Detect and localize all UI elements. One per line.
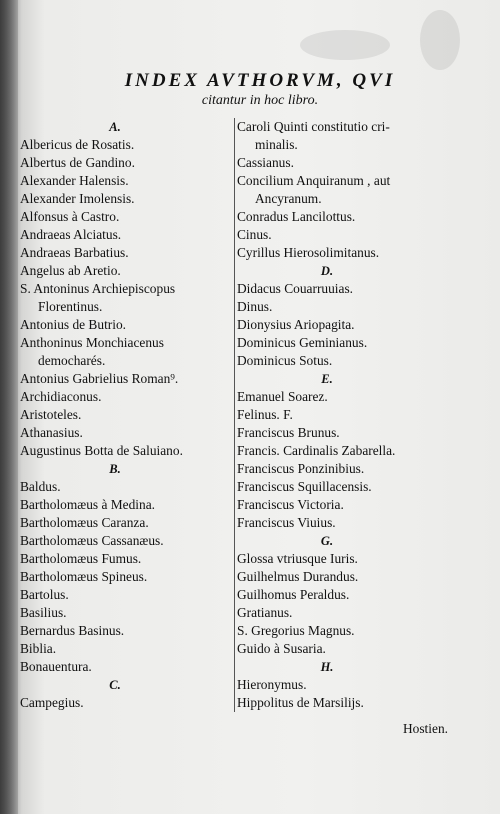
author-entry: Bartholomæus Caranza. xyxy=(20,515,149,530)
author-entry: Gratianus. xyxy=(237,605,293,620)
paper-stain xyxy=(300,30,390,60)
author-entry: Franciscus Brunus. xyxy=(237,425,340,440)
author-entry: Bartholomæus à Medina. xyxy=(20,497,156,512)
author-entry: Alexander Halensis. xyxy=(20,173,129,188)
author-entry: Franciscus Viuius. xyxy=(237,515,336,530)
author-entry-continuation: Florentinus. xyxy=(38,299,103,314)
author-entry: Guilhomus Peraldus. xyxy=(237,587,350,602)
author-entry: Dominicus Geminianus. xyxy=(237,335,368,350)
catchword: Hostien. xyxy=(402,721,448,736)
author-entry: Athanasius. xyxy=(20,425,83,440)
author-entry: Concilium Anquiranum , aut xyxy=(237,173,391,188)
author-entry: Biblia. xyxy=(20,641,57,656)
author-entry-continuation: minalis. xyxy=(255,137,298,152)
section-letter: H. xyxy=(320,660,334,674)
author-entry: Hippolitus de Marsilijs. xyxy=(237,695,364,710)
author-entry: Cyrillus Hierosolimitanus. xyxy=(237,245,380,260)
author-entry: Anthoninus Monchiacenus xyxy=(20,335,164,350)
right-author-column xyxy=(234,118,483,712)
author-entry: Campegius. xyxy=(20,695,84,710)
author-entry: Albericus de Rosatis. xyxy=(20,137,135,152)
author-entry: Guilhelmus Durandus. xyxy=(237,569,359,584)
author-entry: Aristoteles. xyxy=(20,407,82,422)
section-letter: B. xyxy=(109,462,121,476)
index-subtitle: citantur in hoc libro. xyxy=(201,93,319,108)
section-letter: E. xyxy=(321,372,333,386)
author-entry: Didacus Couarruuias. xyxy=(237,281,354,296)
author-entry: Bartolus. xyxy=(20,587,69,602)
author-entry: Basilius. xyxy=(20,605,67,620)
author-entry-continuation: democharés. xyxy=(38,353,106,368)
section-letter: A. xyxy=(109,120,121,134)
author-entry: Franciscus Ponzinibius. xyxy=(237,461,365,476)
section-letter: G. xyxy=(320,534,334,548)
author-entry: Franciscus Squillacensis. xyxy=(237,479,372,494)
author-entry: Hieronymus. xyxy=(237,677,307,692)
author-entry: Baldus. xyxy=(20,479,61,494)
author-entry: S. Gregorius Magnus. xyxy=(237,623,355,638)
author-entry: Bartholomæus Spineus. xyxy=(20,569,148,584)
author-entry: Franciscus Victoria. xyxy=(237,497,344,512)
author-entry: Bonauentura. xyxy=(20,659,92,674)
index-title: INDEX AVTHORVM, QVI xyxy=(124,70,396,91)
author-entry: Dominicus Sotus. xyxy=(237,353,333,368)
author-entry: Felinus. F. xyxy=(237,407,293,422)
binding-gutter xyxy=(0,0,18,814)
author-entry: Cassianus. xyxy=(237,155,294,170)
author-entry: Augustinus Botta de Saluiano. xyxy=(20,443,183,458)
author-entry: Albertus de Gandino. xyxy=(20,155,135,170)
author-entry: Bartholomæus Fumus. xyxy=(20,551,142,566)
author-entry: Archidiaconus. xyxy=(20,389,102,404)
author-entry: Conradus Lancilottus. xyxy=(237,209,356,224)
author-entry: Alfonsus à Castro. xyxy=(20,209,120,224)
paper-stain xyxy=(420,10,460,70)
author-entry: Andraeas Alciatus. xyxy=(20,227,122,242)
author-entry: Angelus ab Aretio. xyxy=(20,263,121,278)
author-entry: Dionysius Ariopagita. xyxy=(237,317,355,332)
author-entry: S. Antoninus Archiepiscopus xyxy=(20,281,176,296)
author-entry: Antonius de Butrio. xyxy=(20,317,127,332)
author-entry: Francis. Cardinalis Zabarella. xyxy=(237,443,396,458)
author-entry: Glossa vtriusque Iuris. xyxy=(237,551,358,566)
section-letter: D. xyxy=(320,264,334,278)
author-entry: Bartholomæus Cassanæus. xyxy=(20,533,164,548)
author-entry: Cinus. xyxy=(237,227,272,242)
author-entry: Emanuel Soarez. xyxy=(237,389,328,404)
author-entry: Andraeas Barbatius. xyxy=(20,245,129,260)
author-entry: Caroli Quinti constitutio cri- xyxy=(237,119,390,134)
left-author-column xyxy=(20,118,238,712)
author-entry: Dinus. xyxy=(237,299,273,314)
author-entry: Alexander Imolensis. xyxy=(20,191,135,206)
author-entry: Bernardus Basinus. xyxy=(20,623,125,638)
author-entry-continuation: Ancyranum. xyxy=(255,191,322,206)
section-letter: C. xyxy=(109,678,121,692)
author-entry: Guido à Susaria. xyxy=(237,641,326,656)
author-entry: Antonius Gabrielius Roman⁹. xyxy=(20,371,179,386)
